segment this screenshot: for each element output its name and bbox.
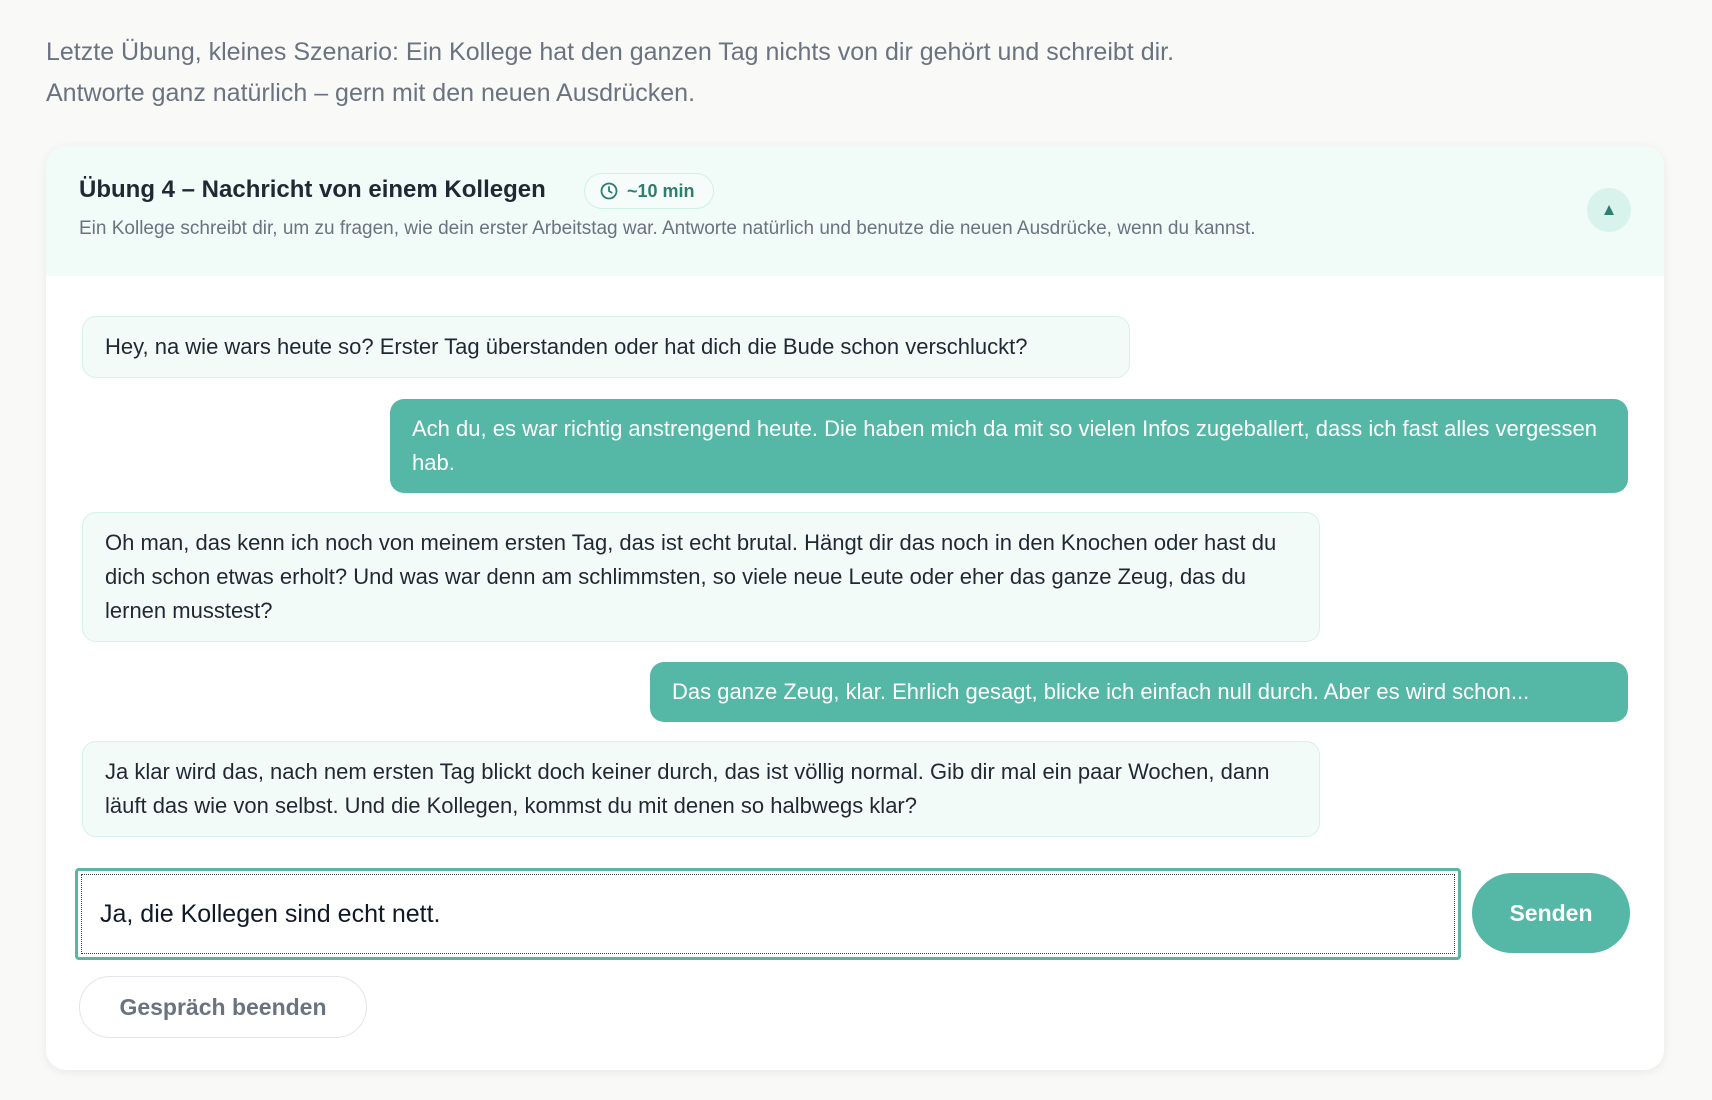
exercise-description: Ein Kollege schreibt dir, um zu fragen, wie dein erster Arbeitstag war. Antworte natürlich und benutze die neuen Ausdrücke, wenn du kannst. (79, 218, 1256, 239)
clock-icon (599, 181, 619, 201)
chat-message-partner: Oh man, das kenn ich noch von meinem ersten Tag, das ist echt brutal. Hängt dir das noch in den Knochen oder hast du dich schon etwas erholt? Und was war denn am schlimmsten, so viele neue Leute oder eher das ganze Zeug, das du lernen musstest? (82, 512, 1320, 642)
chat-message-user: Ach du, es war richtig anstrengend heute. Die haben mich da mit so vielen Infos zugeballert, dass ich fast alles vergessen hab. (390, 399, 1628, 493)
send-button[interactable]: Senden (1472, 873, 1630, 953)
exercise-title: Übung 4 – Nachricht von einem Kollegen (79, 176, 546, 203)
reply-input[interactable] (75, 868, 1461, 960)
duration-label: ~10 min (627, 180, 695, 201)
chat-message-user: Das ganze Zeug, klar. Ehrlich gesagt, blicke ich einfach null durch. Aber es wird schon... (650, 662, 1628, 722)
chat-message-partner: Hey, na wie wars heute so? Erster Tag überstanden oder hat dich die Bude schon verschluckt? (82, 316, 1130, 378)
chat-message-partner: Ja klar wird das, nach nem ersten Tag blickt doch keiner durch, das ist völlig normal. Gib dir mal ein paar Wochen, dann läuft das wie von selbst. Und die Kollegen, kommst du mit denen so halbwegs klar? (82, 741, 1320, 837)
chevron-up-icon: ▲ (1600, 200, 1618, 219)
collapse-button[interactable] (1587, 188, 1631, 232)
duration-badge (584, 173, 714, 209)
exercise-header (46, 146, 1664, 276)
end-conversation-button[interactable]: Gespräch beenden (79, 976, 367, 1038)
exercise-card (46, 146, 1664, 1070)
intro-text: Letzte Übung, kleines Szenario: Ein Kollege hat den ganzen Tag nichts von dir gehört und schreibt dir. Antworte ganz natürlich – gern mit den neuen Ausdrücken. (46, 38, 1175, 107)
